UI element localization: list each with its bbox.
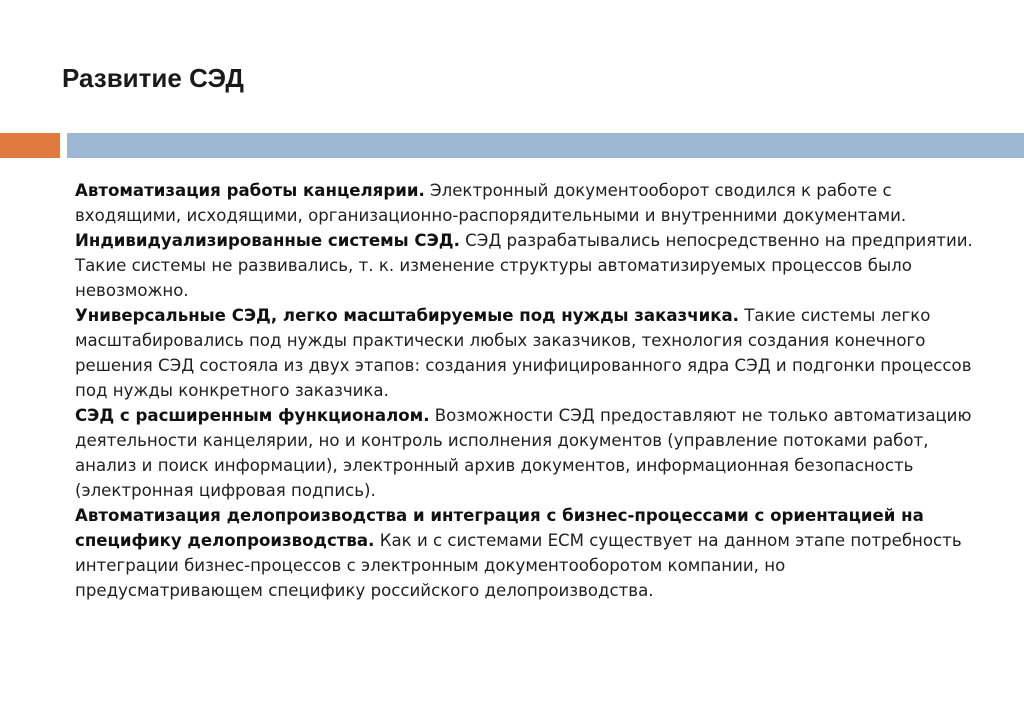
paragraph-universal-systems: [75, 303, 975, 403]
paragraph-individual-systems: [75, 228, 975, 303]
slide-title: Развитие СЭД: [62, 63, 244, 93]
paragraph-text: Возможности СЭД предоставляют не только автоматизацию деятельности канцелярии, но и контроль исполнения документов (управление потоками работ, анализ и поиск информации), электронный архив документов, информационная безопасность (электронная цифровая подпись).: [75, 406, 972, 500]
paragraph-text: СЭД разрабатывались непосредственно на предприятии. Такие системы не развивались, т. к. изменение структуры автоматизируемых процессов было невозможно.: [75, 231, 973, 300]
blue-accent-bar: [67, 133, 1024, 158]
paragraph-text: Как и с системами ECM существует на данном этапе потребность интеграции бизнес-процессов с электронным документооборотом компании, но предусматривающем специфику российского делопроизводства.: [75, 531, 962, 600]
paragraph-text: Электронный документооборот сводился к работе с входящими, исходящими, организационно-распорядительными и внутренними документами.: [75, 181, 907, 225]
paragraph-lead: Универсальные СЭД, легко масштабируемые под нужды заказчика.: [75, 306, 739, 325]
paragraph-lead: СЭД с расширенным функционалом.: [75, 406, 430, 425]
paragraph-lead: Автоматизация работы канцелярии.: [75, 181, 425, 200]
paragraph-lead: Автоматизация делопроизводства и интеграция с бизнес-процессами с ориентацией на специфику делопроизводства.: [75, 506, 924, 550]
paragraph-records-management-integration: [75, 503, 975, 603]
slide-body: [75, 178, 975, 603]
paragraph-lead: Индивидуализированные системы СЭД.: [75, 231, 460, 250]
paragraph-text: Такие системы легко масштабировались под нужды практически любых заказчиков, технология создания конечного решения СЭД состояла из двух этапов: создания унифицированного ядра СЭД и подгонки процессов под нужды конкретного заказчика.: [75, 306, 972, 400]
orange-accent-block: [0, 133, 60, 158]
paragraph-extended-functionality: [75, 403, 975, 503]
paragraph-office-automation: [75, 178, 975, 228]
